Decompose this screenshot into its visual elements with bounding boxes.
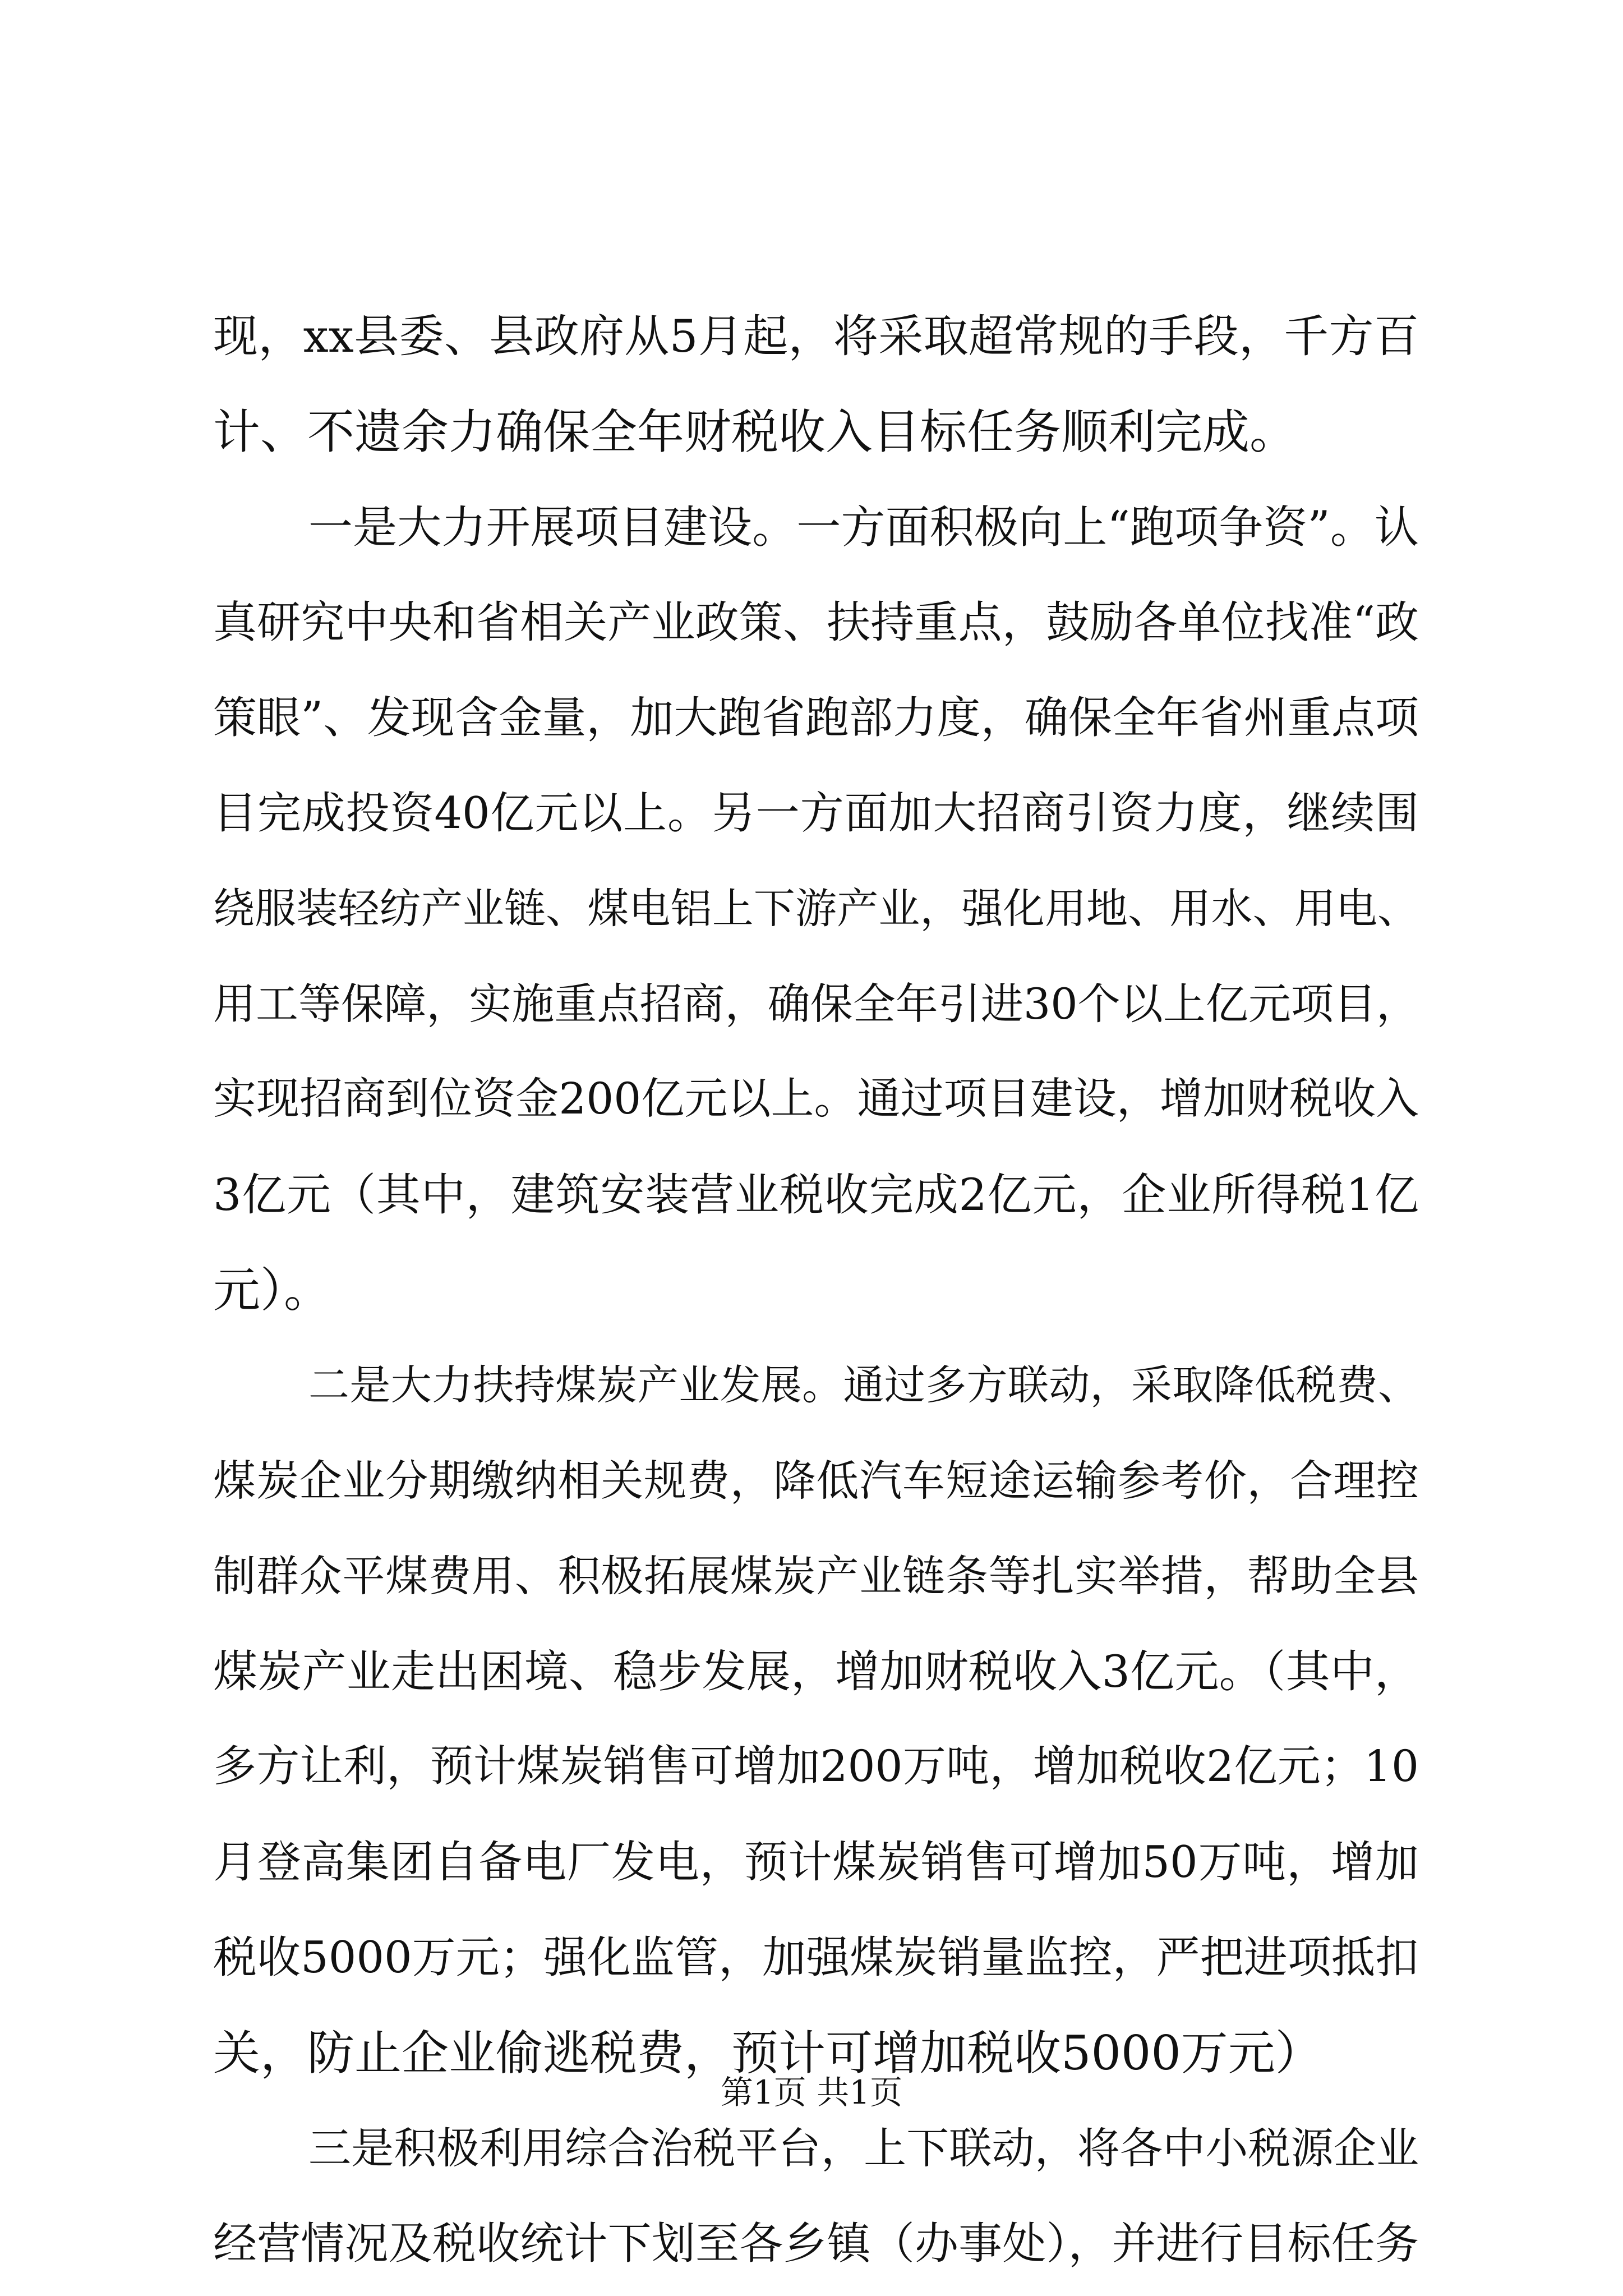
text-line: 制群众平煤费用、积极拓展煤炭产业链条等扎实举措，帮助全县	[213, 1551, 1419, 1601]
text-line: 3亿元（其中，建筑安装营业税收完成2亿元，企业所得税1亿	[213, 1169, 1419, 1221]
text-line: 实现招商到位资金200亿元以上。通过项目建设，增加财税收入	[213, 1074, 1419, 1124]
text-line: 煤炭企业分期缴纳相关规费，降低汽车短途运输参考价，合理控	[213, 1456, 1419, 1506]
text-line: 经营情况及税收统计下划至各乡镇（办事处），并进行目标任务	[213, 2219, 1419, 2269]
text-line: 一是大力开展项目建设。一方面积极向上“跑项争资”。认	[308, 501, 1419, 553]
text-line: 绕服装轻纺产业链、煤电铝上下游产业，强化用地、用水、用电、	[213, 885, 1419, 933]
text-line: 煤炭产业走出困境、稳步发展，增加财税收入3亿元。（其中，	[213, 1646, 1419, 1697]
text-line: 多方让利，预计煤炭销售可增加200万吨，增加税收2亿元；10	[213, 1742, 1419, 1792]
text-line: 策眼”、发现含金量，加大跑省跑部力度，确保全年省州重点项	[213, 693, 1419, 743]
text-line: 月登高集团自备电厂发电，预计煤炭销售可增加50万吨，增加	[213, 1837, 1419, 1888]
text-line: 元）。	[213, 1263, 331, 1318]
text-line: 现，xx县委、县政府从5月起，将采取超常规的手段，千方百	[213, 310, 1419, 362]
text-line: 目完成投资40亿元以上。另一方面加大招商引资力度，继续围	[213, 788, 1419, 839]
text-line: 用工等保障，实施重点招商，确保全年引进30个以上亿元项目，	[213, 979, 1419, 1029]
text-line: 二是大力扶持煤炭产业发展。通过多方联动，采取降低税费、	[308, 1361, 1419, 1409]
document-body	[213, 289, 1419, 2292]
text-line: 关，防止企业偷逃税费，预计可增加税收5000万元）	[213, 2026, 1322, 2081]
text-line: 真研究中央和省相关产业政策、扶持重点，鼓励各单位找准“政	[213, 597, 1419, 648]
text-line: 三是积极利用综合治税平台，上下联动，将各中小税源企业	[308, 2123, 1419, 2173]
page-number-footer: 第1页 共1页	[720, 2073, 903, 2111]
text-line: 计、不遗余力确保全年财税收入目标任务顺利完成。	[213, 404, 1297, 459]
text-line: 税收5000万元；强化监管，加强煤炭销量监控，严把进项抵扣	[213, 1932, 1419, 1983]
